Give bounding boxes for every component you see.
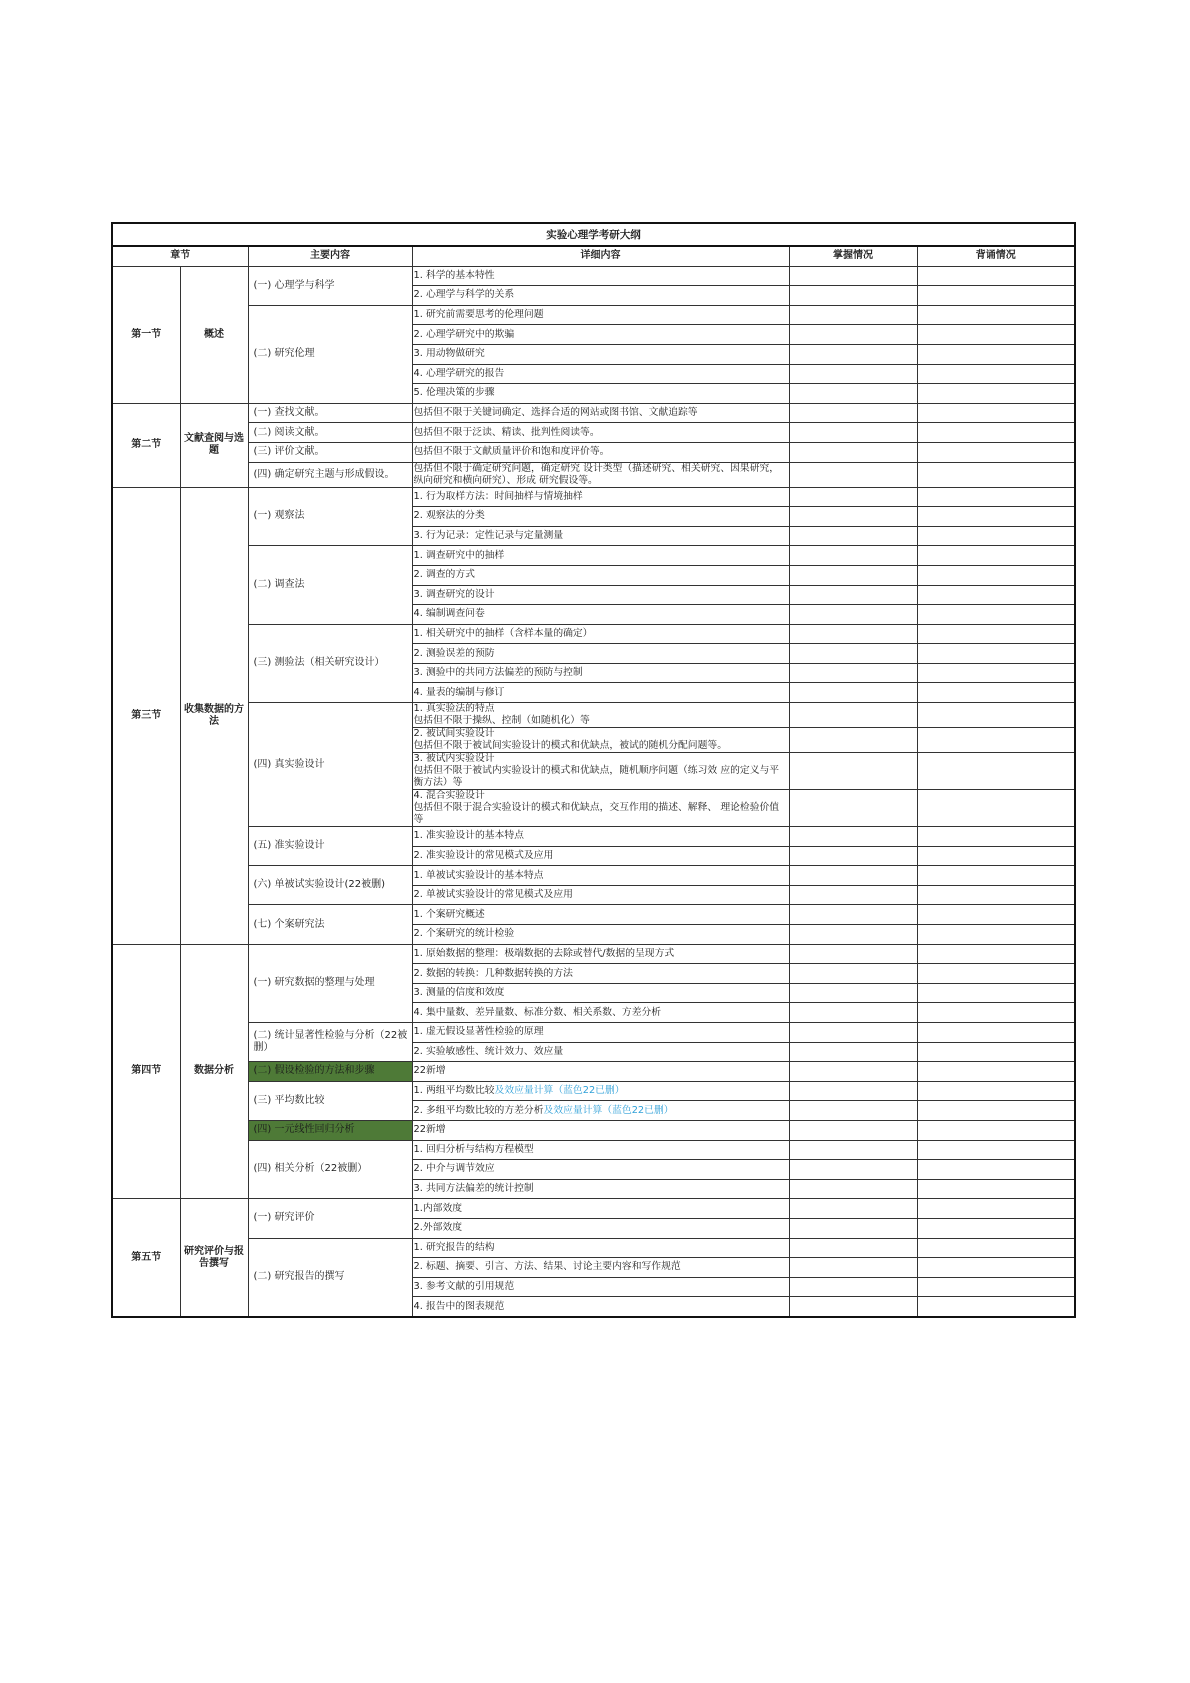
- mastery-cell[interactable]: [789, 325, 917, 345]
- mastery-cell[interactable]: [789, 905, 917, 925]
- table-row: [112, 703, 1075, 728]
- mastery-cell[interactable]: [789, 790, 917, 827]
- detail-item: [412, 1297, 789, 1317]
- topic-label: (一) 查找文献。: [248, 403, 412, 423]
- mastery-cell[interactable]: [789, 1003, 917, 1023]
- mastery-cell[interactable]: [789, 565, 917, 585]
- topic-label: (六) 单被试实验设计(22被删): [248, 866, 412, 905]
- section-title: 研究评价与报告撰写: [180, 1199, 248, 1317]
- mastery-cell[interactable]: [789, 624, 917, 644]
- detail-text: 2. 数据的转换：几种数据转换的方法: [413, 967, 573, 979]
- topic-label: (四) 相关分析（22被删）: [248, 1140, 412, 1199]
- detail-text: 4. 编制调查问卷: [413, 608, 485, 620]
- detail-text: 4. 量表的编制与修订: [413, 686, 505, 698]
- mastery-cell[interactable]: [789, 1297, 917, 1317]
- mastery-cell[interactable]: [789, 1042, 917, 1062]
- table-row: [112, 827, 1075, 847]
- recite-cell[interactable]: [917, 885, 1075, 905]
- table-row: [112, 1023, 1075, 1043]
- mastery-cell[interactable]: [789, 1179, 917, 1199]
- detail-subtext: 包括但不限于被试内实验设计的模式和优缺点，随机顺序问题（练习效 应的定义与平衡方法）等: [413, 765, 780, 789]
- table-row: [112, 442, 1075, 462]
- mastery-cell[interactable]: [789, 1160, 917, 1180]
- recite-cell[interactable]: [917, 1101, 1075, 1121]
- mastery-cell[interactable]: [789, 866, 917, 886]
- recite-cell[interactable]: [917, 384, 1075, 404]
- detail-item: [412, 1120, 789, 1140]
- mastery-cell[interactable]: [789, 507, 917, 527]
- detail-item: [412, 728, 789, 753]
- detail-text: 3. 调查研究的设计: [413, 588, 495, 600]
- recite-cell[interactable]: [917, 546, 1075, 566]
- detail-item: [412, 905, 789, 925]
- mastery-cell[interactable]: [789, 964, 917, 984]
- topic-label: (三) 测验法（相关研究设计）: [248, 624, 412, 702]
- recite-cell[interactable]: [917, 487, 1075, 507]
- mastery-cell[interactable]: [789, 885, 917, 905]
- mastery-cell[interactable]: [789, 1277, 917, 1297]
- mastery-cell[interactable]: [789, 925, 917, 945]
- mastery-cell[interactable]: [789, 605, 917, 625]
- section-title: 数据分析: [180, 944, 248, 1199]
- mastery-cell[interactable]: [789, 1062, 917, 1082]
- detail-item: [412, 846, 789, 866]
- mastery-cell[interactable]: [789, 286, 917, 306]
- header-mastery: 掌握情况: [789, 246, 917, 266]
- detail-text: 1.内部效度: [413, 1202, 463, 1214]
- table-row: [112, 905, 1075, 925]
- detail-text: 4. 心理学研究的报告: [413, 367, 505, 379]
- detail-item: [412, 305, 789, 325]
- detail-item: [412, 1218, 789, 1238]
- detail-text: 3. 参考文献的引用规范: [413, 1281, 515, 1293]
- recite-cell[interactable]: [917, 442, 1075, 462]
- detail-item: [412, 1081, 789, 1101]
- mastery-cell[interactable]: [789, 1140, 917, 1160]
- detail-subtext: 包括但不限于操纵、控制（如随机化）等: [413, 715, 590, 727]
- recite-cell[interactable]: [917, 605, 1075, 625]
- detail-item: [412, 364, 789, 384]
- detail-item: [412, 1199, 789, 1219]
- topic-label: (五) 准实验设计: [248, 827, 412, 866]
- detail-item: [412, 1101, 789, 1121]
- mastery-cell[interactable]: [789, 305, 917, 325]
- table-row: [112, 1199, 1075, 1219]
- mastery-cell[interactable]: [789, 1081, 917, 1101]
- detail-text: 2. 单被试实验设计的常见模式及应用: [413, 889, 573, 901]
- mastery-cell[interactable]: [789, 384, 917, 404]
- mastery-cell[interactable]: [789, 703, 917, 728]
- recite-cell[interactable]: [917, 983, 1075, 1003]
- detail-text: 4. 报告中的图表规范: [413, 1300, 505, 1312]
- mastery-cell[interactable]: [789, 1101, 917, 1121]
- topic-label: (一) 观察法: [248, 487, 412, 546]
- detail-item: [412, 266, 789, 286]
- section-title: 概述: [180, 266, 248, 403]
- detail-text: 1. 两组平均数比较: [413, 1085, 495, 1097]
- section-name: 第二节: [112, 403, 180, 487]
- section-name: 第五节: [112, 1199, 180, 1317]
- detail-item: [412, 1160, 789, 1180]
- recite-cell[interactable]: [917, 827, 1075, 847]
- detail-text: 2. 中介与调节效应: [413, 1163, 495, 1175]
- detail-text: 2. 被试间实验设计: [413, 728, 495, 740]
- mastery-cell[interactable]: [789, 487, 917, 507]
- table-row: [112, 403, 1075, 423]
- mastery-cell[interactable]: [789, 442, 917, 462]
- recite-cell[interactable]: [917, 1003, 1075, 1023]
- recite-cell[interactable]: [917, 1120, 1075, 1140]
- table-row: [112, 305, 1075, 325]
- detail-item: [412, 1140, 789, 1160]
- mastery-cell[interactable]: [789, 526, 917, 546]
- detail-item: [412, 624, 789, 644]
- detail-text: 1. 科学的基本特性: [413, 269, 495, 281]
- detail-text: 2. 观察法的分类: [413, 510, 485, 522]
- recite-cell[interactable]: [917, 944, 1075, 964]
- topic-label: (二) 研究伦理: [248, 305, 412, 403]
- table-row: [112, 1062, 1075, 1082]
- mastery-cell[interactable]: [789, 1199, 917, 1219]
- mastery-cell[interactable]: [789, 266, 917, 286]
- table-row: [112, 462, 1075, 487]
- table-row: [112, 423, 1075, 443]
- detail-item: [412, 1023, 789, 1043]
- topic-label: (四) 一元线性回归分析: [248, 1120, 412, 1140]
- recite-cell[interactable]: [917, 286, 1075, 306]
- detail-item: [412, 423, 789, 443]
- recite-cell[interactable]: [917, 526, 1075, 546]
- detail-item: [412, 885, 789, 905]
- detail-item: [412, 644, 789, 664]
- detail-item: [412, 925, 789, 945]
- detail-text: 3. 测验中的共同方法偏差的预防与控制: [413, 667, 583, 679]
- detail-item: [412, 964, 789, 984]
- recite-cell[interactable]: [917, 325, 1075, 345]
- detail-item: [412, 753, 789, 790]
- recite-cell[interactable]: [917, 866, 1075, 886]
- mastery-cell[interactable]: [789, 683, 917, 703]
- detail-text: 3. 测量的信度和效度: [413, 987, 505, 999]
- mastery-cell[interactable]: [789, 663, 917, 683]
- topic-label: (二) 阅读文献。: [248, 423, 412, 443]
- recite-cell[interactable]: [917, 462, 1075, 487]
- detail-item: [412, 683, 789, 703]
- recite-cell[interactable]: [917, 565, 1075, 585]
- detail-text: 1. 相关研究中的抽样（含样本量的确定）: [413, 627, 593, 639]
- recite-cell[interactable]: [917, 1277, 1075, 1297]
- recite-cell[interactable]: [917, 703, 1075, 728]
- table-row: [112, 546, 1075, 566]
- recite-cell[interactable]: [917, 1160, 1075, 1180]
- recite-cell[interactable]: [917, 266, 1075, 286]
- detail-item: [412, 1238, 789, 1258]
- recite-cell[interactable]: [917, 1023, 1075, 1043]
- detail-text: 2. 调查的方式: [413, 569, 475, 581]
- detail-item: [412, 866, 789, 886]
- detail-text: 1. 研究报告的结构: [413, 1241, 495, 1253]
- detail-text: 1. 单被试实验设计的基本特点: [413, 869, 544, 881]
- table-row: [112, 266, 1075, 286]
- mastery-cell[interactable]: [789, 462, 917, 487]
- detail-item: [412, 526, 789, 546]
- detail-text: 4. 集中量数、差异量数、标准分数、相关系数、方差分析: [413, 1006, 662, 1018]
- detail-item: [412, 384, 789, 404]
- mastery-cell[interactable]: [789, 344, 917, 364]
- recite-cell[interactable]: [917, 644, 1075, 664]
- detail-subtext: 包括但不限于混合实验设计的模式和优缺点，交互作用的描述、解释、 理论检验价值等: [413, 802, 780, 826]
- mastery-cell[interactable]: [789, 1258, 917, 1278]
- detail-text-deleted-note: 及效应量计算（蓝色22已删）: [543, 1104, 674, 1116]
- table-row: [112, 944, 1075, 964]
- detail-item: [412, 462, 789, 487]
- topic-label: (二) 假设检验的方法和步骤: [248, 1062, 412, 1082]
- detail-text: 5. 伦理决策的步骤: [413, 387, 495, 399]
- detail-item: [412, 585, 789, 605]
- detail-text: 1. 回归分析与结构方程模型: [413, 1143, 534, 1155]
- topic-label: (二) 调查法: [248, 546, 412, 624]
- section-name: 第三节: [112, 487, 180, 944]
- detail-text: 2. 准实验设计的常见模式及应用: [413, 849, 554, 861]
- detail-text: 1. 原始数据的整理：极端数据的去除或替代/数据的呈现方式: [413, 947, 675, 959]
- detail-item: [412, 403, 789, 423]
- detail-item: [412, 1179, 789, 1199]
- recite-cell[interactable]: [917, 753, 1075, 790]
- detail-text: 3. 用动物做研究: [413, 348, 485, 360]
- recite-cell[interactable]: [917, 728, 1075, 753]
- detail-text: 1. 虚无假设显著性检验的原理: [413, 1026, 544, 1038]
- detail-text: 3. 被试内实验设计: [413, 753, 495, 765]
- mastery-cell[interactable]: [789, 423, 917, 443]
- section-title: 文献查阅与选题: [180, 403, 248, 487]
- recite-cell[interactable]: [917, 683, 1075, 703]
- detail-item: [412, 325, 789, 345]
- recite-cell[interactable]: [917, 624, 1075, 644]
- table-body: [112, 266, 1075, 1317]
- detail-text: 3. 共同方法偏差的统计控制: [413, 1183, 534, 1195]
- detail-text: 2. 心理学与科学的关系: [413, 289, 515, 301]
- section-title: 收集数据的方法: [180, 487, 248, 944]
- recite-cell[interactable]: [917, 964, 1075, 984]
- table-row: [112, 866, 1075, 886]
- table-row: [112, 487, 1075, 507]
- mastery-cell[interactable]: [789, 403, 917, 423]
- detail-item: [412, 605, 789, 625]
- recite-cell[interactable]: [917, 663, 1075, 683]
- recite-cell[interactable]: [917, 1297, 1075, 1317]
- recite-cell[interactable]: [917, 423, 1075, 443]
- header-recite: 背诵情况: [917, 246, 1075, 266]
- recite-cell[interactable]: [917, 925, 1075, 945]
- detail-text: 2. 多组平均数比较的方差分析: [413, 1104, 544, 1116]
- detail-text: 1. 真实验法的特点: [413, 703, 495, 715]
- recite-cell[interactable]: [917, 1081, 1075, 1101]
- mastery-cell[interactable]: [789, 728, 917, 753]
- table-row: [112, 624, 1075, 644]
- detail-text-deleted-note: 及效应量计算（蓝色22已删）: [494, 1085, 625, 1097]
- mastery-cell[interactable]: [789, 1238, 917, 1258]
- detail-text: 2. 心理学研究中的欺骗: [413, 328, 515, 340]
- detail-item: [412, 703, 789, 728]
- table-row: [112, 1081, 1075, 1101]
- recite-cell[interactable]: [917, 507, 1075, 527]
- topic-label: (三) 平均数比较: [248, 1081, 412, 1120]
- header-chapter: 章节: [112, 246, 248, 266]
- detail-subtext: 包括但不限于被试间实验设计的模式和优缺点，被试的随机分配问题等。: [413, 740, 727, 752]
- detail-text: 包括但不限于文献质量评价和饱和度评价等。: [413, 446, 610, 458]
- detail-text: 1. 准实验设计的基本特点: [413, 830, 524, 842]
- mastery-cell[interactable]: [789, 364, 917, 384]
- topic-label: (四) 真实验设计: [248, 703, 412, 827]
- mastery-cell[interactable]: [789, 644, 917, 664]
- detail-item: [412, 1277, 789, 1297]
- mastery-cell[interactable]: [789, 753, 917, 790]
- recite-cell[interactable]: [917, 846, 1075, 866]
- table-title: 实验心理学考研大纲: [112, 223, 1075, 246]
- detail-item: [412, 1003, 789, 1023]
- topic-label: (四) 确定研究主题与形成假设。: [248, 462, 412, 487]
- topic-label: (二) 研究报告的撰写: [248, 1238, 412, 1317]
- detail-item: [412, 790, 789, 827]
- recite-cell[interactable]: [917, 1062, 1075, 1082]
- recite-cell[interactable]: [917, 1140, 1075, 1160]
- table-row: [112, 1238, 1075, 1258]
- mastery-cell[interactable]: [789, 585, 917, 605]
- mastery-cell[interactable]: [789, 1023, 917, 1043]
- topic-label: (七) 个案研究法: [248, 905, 412, 944]
- detail-item: [412, 286, 789, 306]
- detail-item: [412, 663, 789, 683]
- detail-text: 1. 研究前需要思考的伦理问题: [413, 309, 544, 321]
- topic-label: (三) 评价文献。: [248, 442, 412, 462]
- mastery-cell[interactable]: [789, 1120, 917, 1140]
- detail-text: 22新增: [413, 1124, 446, 1136]
- recite-cell[interactable]: [917, 403, 1075, 423]
- mastery-cell[interactable]: [789, 846, 917, 866]
- detail-item: [412, 565, 789, 585]
- detail-text: 1. 个案研究概述: [413, 908, 485, 920]
- recite-cell[interactable]: [917, 1218, 1075, 1238]
- recite-cell[interactable]: [917, 585, 1075, 605]
- header-main-content: 主要内容: [248, 246, 412, 266]
- header-detail-content: 详细内容: [412, 246, 789, 266]
- detail-item: [412, 344, 789, 364]
- recite-cell[interactable]: [917, 1238, 1075, 1258]
- mastery-cell[interactable]: [789, 944, 917, 964]
- detail-text: 2. 实验敏感性、统计效力、效应量: [413, 1045, 564, 1057]
- mastery-cell[interactable]: [789, 1218, 917, 1238]
- topic-label: (二) 统计显著性检验与分析（22被删）: [248, 1023, 412, 1062]
- detail-item: [412, 546, 789, 566]
- section-name: 第一节: [112, 266, 180, 403]
- detail-text: 1. 调查研究中的抽样: [413, 549, 505, 561]
- detail-text: 包括但不限于泛读、精读、批判性阅读等。: [413, 426, 600, 438]
- detail-text: 2. 标题、摘要、引言、方法、结果、讨论主要内容和写作规范: [413, 1261, 681, 1273]
- detail-text: 2. 测验误差的预防: [413, 647, 495, 659]
- detail-text: 4. 混合实验设计: [413, 790, 485, 802]
- recite-cell[interactable]: [917, 1258, 1075, 1278]
- detail-item: [412, 983, 789, 1003]
- table-row: [112, 1140, 1075, 1160]
- syllabus-table: [111, 222, 1076, 1318]
- mastery-cell[interactable]: [789, 827, 917, 847]
- recite-cell[interactable]: [917, 905, 1075, 925]
- detail-item: [412, 507, 789, 527]
- recite-cell[interactable]: [917, 305, 1075, 325]
- detail-text: 2. 个案研究的统计检验: [413, 928, 515, 940]
- section-name: 第四节: [112, 944, 180, 1199]
- detail-text: 包括但不限于确定研究问题，确定研究 设计类型（描述研究、相关研究、因果研究，纵向研究和横向研究）、形成 研究假设等。: [413, 462, 780, 486]
- mastery-cell[interactable]: [789, 546, 917, 566]
- recite-cell[interactable]: [917, 790, 1075, 827]
- detail-text: 3. 行为记录：定性记录与定量测量: [413, 530, 564, 542]
- detail-text: 22新增: [413, 1065, 446, 1077]
- detail-item: [412, 487, 789, 507]
- detail-text: 包括但不限于关键词确定、选择合适的网站或图书馆、文献追踪等: [413, 407, 698, 419]
- recite-cell[interactable]: [917, 1042, 1075, 1062]
- detail-item: [412, 442, 789, 462]
- detail-text: 1. 行为取样方法：时间抽样与情境抽样: [413, 490, 583, 502]
- detail-text: 2.外部效度: [413, 1222, 463, 1234]
- recite-cell[interactable]: [917, 1199, 1075, 1219]
- recite-cell[interactable]: [917, 1179, 1075, 1199]
- table-row: [112, 1120, 1075, 1140]
- detail-item: [412, 1258, 789, 1278]
- topic-label: (一) 心理学与科学: [248, 266, 412, 305]
- topic-label: (一) 研究数据的整理与处理: [248, 944, 412, 1022]
- recite-cell[interactable]: [917, 344, 1075, 364]
- detail-item: [412, 827, 789, 847]
- detail-item: [412, 944, 789, 964]
- mastery-cell[interactable]: [789, 983, 917, 1003]
- topic-label: (一) 研究评价: [248, 1199, 412, 1238]
- detail-item: [412, 1042, 789, 1062]
- detail-item: [412, 1062, 789, 1082]
- recite-cell[interactable]: [917, 364, 1075, 384]
